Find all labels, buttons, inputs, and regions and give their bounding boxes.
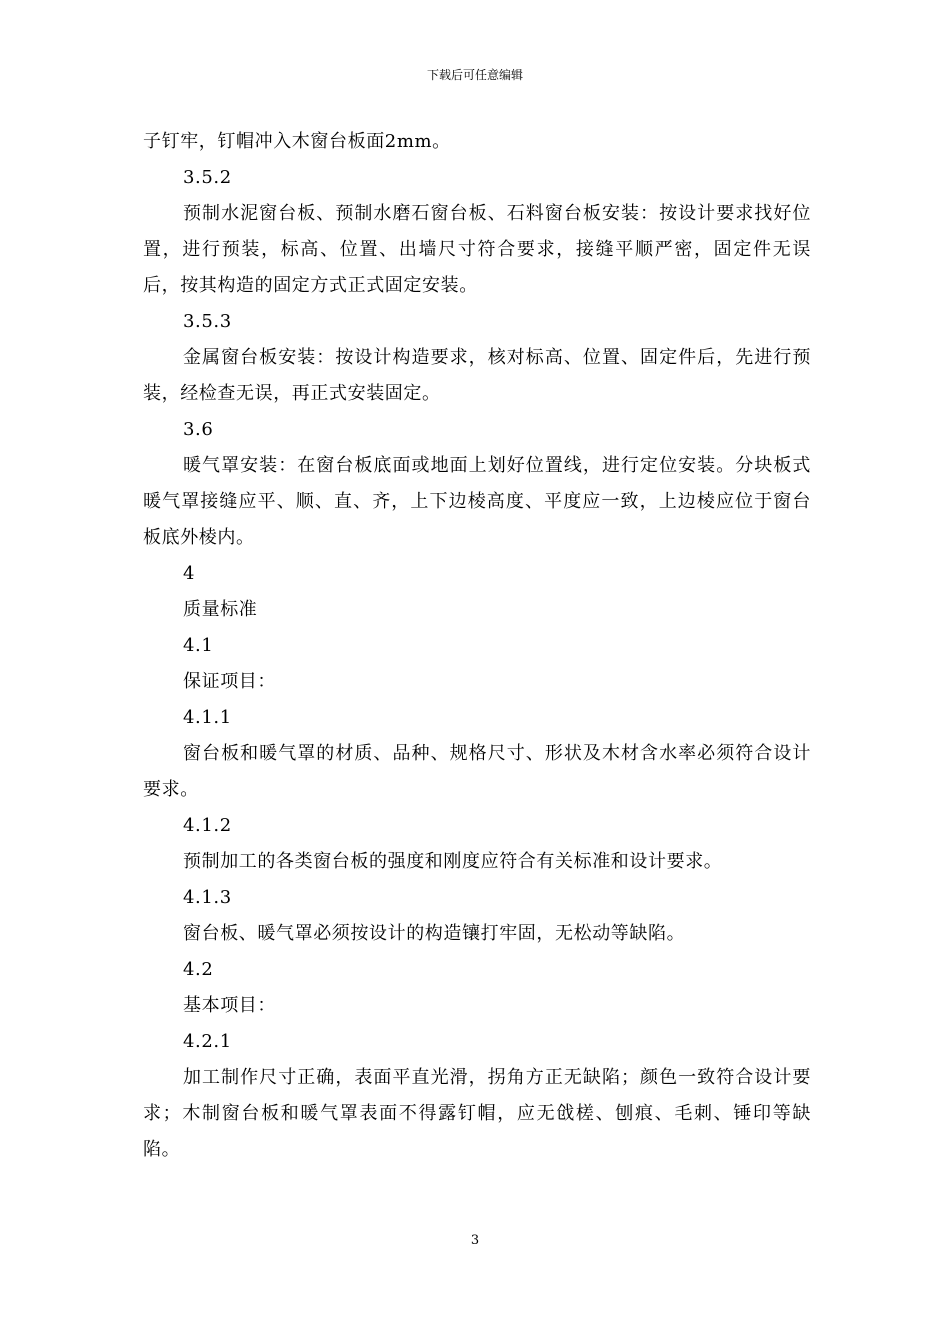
section-number: 3.5.2 <box>183 167 232 188</box>
page-number: 3 <box>470 1233 480 1248</box>
section-number: 4.2.1 <box>183 1031 232 1052</box>
section-heading: 质量标准 <box>183 599 258 620</box>
paragraph: 子钉牢，钉帽冲入木窗台板面2mm。 <box>143 131 451 152</box>
section-number: 4 <box>183 563 196 584</box>
section-heading: 保证项目： <box>183 671 276 692</box>
section-number: 4.1 <box>183 635 214 656</box>
section-number: 3.5.3 <box>183 311 232 332</box>
paragraph: 暖气罩安装：在窗台板底面或地面上划好位置线，进行定位安装。分块板式暖气罩接缝应平、顺、直、齐，上下边棱高度、平度应一致，上边棱应位于窗台板底外棱内。 <box>143 455 811 548</box>
section-heading: 基本项目： <box>183 995 276 1016</box>
paragraph: 预制水泥窗台板、预制水磨石窗台板、石料窗台板安装：按设计要求找好位置，进行预装，标高、位置、出墙尺寸符合要求，接缝平顺严密，固定件无误后，按其构造的固定方式正式固定安装。 <box>143 203 811 296</box>
page-header: 下载后可任意编辑 <box>426 68 523 82</box>
section-number: 4.1.2 <box>183 815 232 836</box>
section-number: 4.1.3 <box>183 887 232 908</box>
section-number: 3.6 <box>183 419 214 440</box>
section-number: 4.2 <box>183 959 214 980</box>
paragraph: 加工制作尺寸正确，表面平直光滑，拐角方正无缺陷；颜色一致符合设计要求；木制窗台板和暖气罩表面不得露钉帽，应无戗槎、刨痕、毛刺、锤印等缺陷。 <box>143 1067 811 1160</box>
paragraph: 预制加工的各类窗台板的强度和刚度应符合有关标准和设计要求。 <box>183 851 723 872</box>
document-body <box>143 124 811 1168</box>
section-number: 4.1.1 <box>183 707 232 728</box>
paragraph: 金属窗台板安装：按设计构造要求，核对标高、位置、固定件后，先进行预装，经检查无误，再正式安装固定。 <box>143 347 811 404</box>
paragraph: 窗台板和暖气罩的材质、品种、规格尺寸、形状及木材含水率必须符合设计要求。 <box>143 743 811 800</box>
paragraph: 窗台板、暖气罩必须按设计的构造镶打牢固，无松动等缺陷。 <box>183 923 686 944</box>
